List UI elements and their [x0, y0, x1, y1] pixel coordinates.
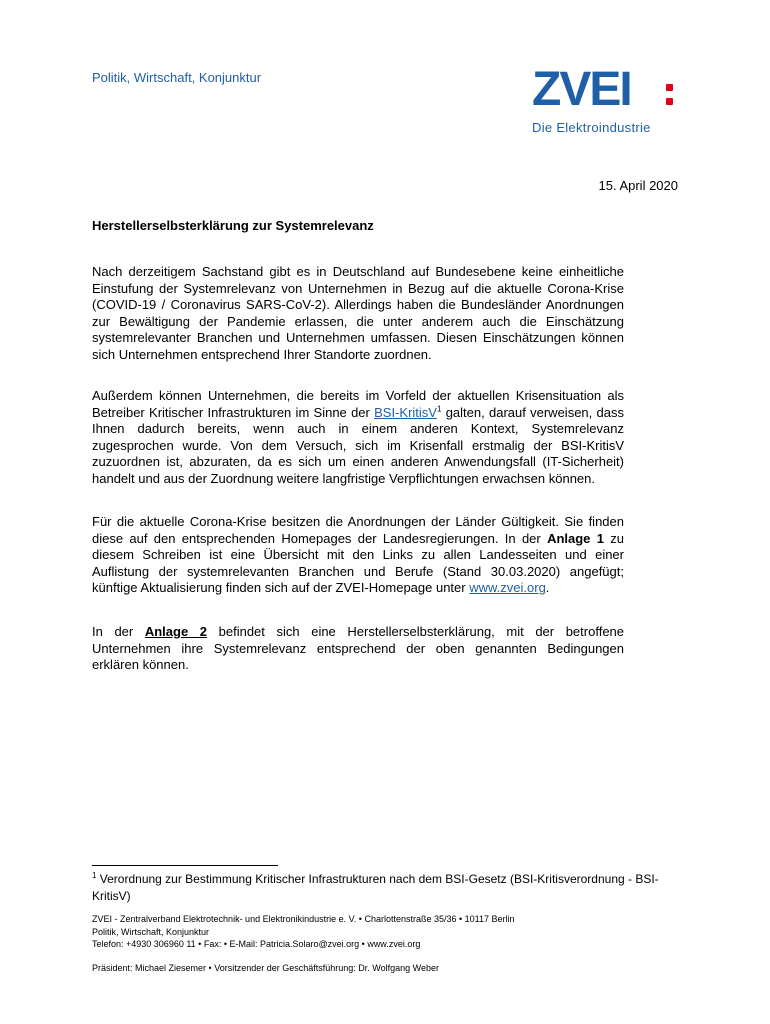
- bsi-kritisv-link[interactable]: BSI-KritisV: [374, 404, 437, 420]
- footnote-divider: [92, 865, 278, 866]
- paragraph-3-text-b: zu diesem Schreiben ist eine Übersicht mit den Links zu allen Landesseiten und einer Auflistung der systemrelevanten Branchen und Berufe (Stand 30.03.2020) angefügt; künftige Aktualisierung finden sich auf der ZVEI-Homepage unter: [92, 530, 624, 596]
- zvei-website-link[interactable]: www.zvei.org: [469, 580, 546, 596]
- footer-address: ZVEI - Zentralverband Elektrotechnik- und Elektronikindustrie e. V. • Charlottenstraße 35/36 • 10117 Berlin: [92, 914, 515, 924]
- logo-colon-dot-top: [666, 84, 673, 91]
- letter-footer: [92, 913, 692, 951]
- paragraph-1: Nach derzeitigem Sachstand gibt es in Deutschland auf Bundesebene keine einheitliche Einstufung der Systemrelevanz von Unternehmen in Bezug auf die aktuelle Corona-Krise (COVID-19 / Coronavirus SARS-CoV-2). Allerdings haben die Bundesländer Anordnungen zur Bewältigung der Pandemie erlassen, die unter anderem auch die Einschätzung systemrelevanter Branchen und Unternehmen umfassen. Diesen Einschätzungen können sich Unternehmen entsprechend Ihrer Standorte zuordnen.: [92, 264, 624, 362]
- anlage-2-label: Anlage 2: [144, 624, 208, 639]
- department-label: Politik, Wirtschaft, Konjunktur: [92, 70, 262, 85]
- paragraph-2: [92, 388, 624, 488]
- logo-colon-dot-bottom: [666, 98, 673, 105]
- paragraph-3-text-c: .: [545, 580, 550, 596]
- letter-title: Herstellerselbsterklärung zur Systemrelevanz: [92, 218, 374, 233]
- paragraph-2-text-b: galten, darauf verweisen, dass Ihnen dadurch bereits, wenn auch in einem anderen Kontext, Systemrelevanz zugesprochen wurde. Von dem Versuch, sich im Krisenfall erstmalig der BSI-KritisV zuzuordnen ist, abzuraten, da es sich um einen anderen Anwendungsfall (IT-Sicherheit) handelt und aus der Zuordnung weitere langfristige Verpflichtungen erwachsen können.: [92, 404, 624, 486]
- logo-subtitle: Die Elektroindustrie: [532, 120, 651, 135]
- footnote-text: Verordnung zur Bestimmung Kritischer Infrastrukturen nach dem BSI-Gesetz (BSI-Kritisverordnung - BSI-KritisV): [92, 872, 659, 903]
- paragraph-4-text-b: befindet sich eine Herstellerselbsterklärung, mit der betroffene Unternehmen ihre Systemrelevanz entsprechend der oben genannten Bedingungen erklären können.: [92, 624, 625, 673]
- footnote: [92, 871, 682, 905]
- footer-president: Präsident: Michael Ziesemer • Vorsitzender der Geschäftsführung: Dr. Wolfgang Weber: [92, 963, 439, 973]
- footer-department: Politik, Wirtschaft, Konjunktur: [92, 926, 210, 937]
- paragraph-4: [92, 624, 624, 674]
- zvei-logo: [532, 63, 680, 136]
- paragraph-2-text-a: Außerdem können Unternehmen, die bereits im Vorfeld der aktuellen Krisensituation als Betreiber Kritischer Infrastrukturen im Sinne der: [92, 388, 624, 420]
- paragraph-3-text-a: Für die aktuelle Corona-Krise besitzen die Anordnungen der Länder Gültigkeit. Sie finden diese auf den entsprechenden Homepages der Landesregierungen. In der: [92, 514, 624, 546]
- footnote-number: 1: [92, 871, 97, 880]
- footnote-ref-1[interactable]: 1: [436, 404, 442, 414]
- paragraph-4-text-a: In der: [92, 624, 145, 639]
- footer-contact: Telefon: +4930 306960 11 • Fax: • E-Mail: Patricia.Solaro@zvei.org • www.zvei.org: [92, 939, 421, 949]
- letter-date: 15. April 2020: [598, 178, 678, 193]
- paragraph-3: [92, 514, 624, 597]
- anlage-1-label: Anlage 1: [547, 530, 604, 546]
- logo-wordmark: ZVEI: [532, 63, 631, 116]
